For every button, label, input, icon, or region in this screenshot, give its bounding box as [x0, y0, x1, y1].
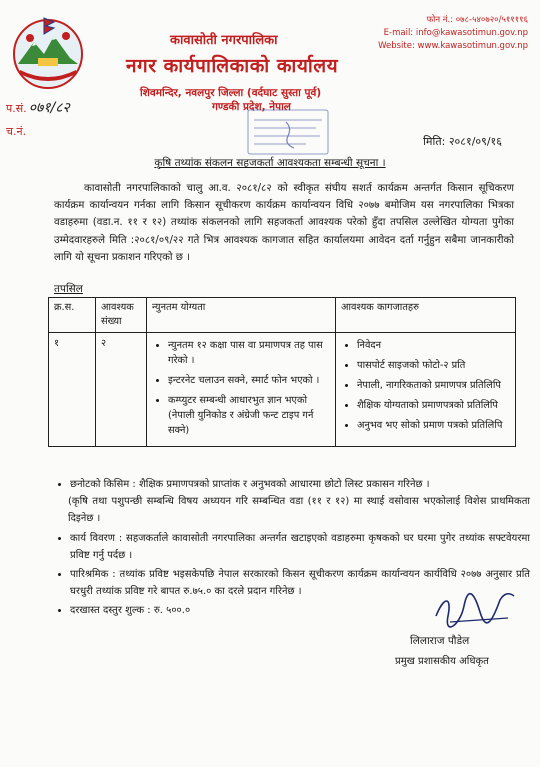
signatory-title: प्रमुख प्रशासकीय अधिकृत [395, 656, 489, 667]
note-remuneration: • पारिश्रमिक : तथ्यांक प्रविष्ट भइसकेपछि नेपाल सरकारको किसन सूचीकरण कार्यक्रम कार्यान्वयन कार्यविधि २०७७ अनुसार प्रति घरधुरी तथ्यांक प्रविष्ट गरे बापत रु.७५.० का दरले प्रदान गरिनेछ । [70, 566, 530, 600]
qualification-item: • न्युनतम १२ कक्षा पास वा प्रमाणपत्र तह पास गरेको । [168, 338, 330, 368]
document-item: • शैक्षिक योग्यताको प्रमाणपत्रको प्रतिलिपि [357, 398, 510, 413]
handwritten-signature [430, 586, 520, 630]
requirements-table [48, 297, 516, 447]
address-line-1: शिवमन्दिर, नवलपुर जिल्ला (वर्दघाट सुस्ता पूर्व) [140, 87, 322, 99]
qualification-item: • इन्टरनेट चलाउन सक्ने, स्मार्ट फोन भएको । [168, 373, 330, 388]
body-paragraph: कावासोती नगरपालिकाको चालु आ.व. २०८१/८२ को स्वीकृत संघीय सशर्त कार्यक्रम अन्तर्गत किसान सूचिकरण कार्यक्रम कार्यान्वयन गर्नका लागि किसान सूचीकरण कार्यक्रम कार्यान्वयन विधि २०७७ बमोजिम यस नगरपालिका भित्रका वडाहरुमा (वडा.न. ११ र १२) तथ्यांक संकलनको लागि सहजकर्ता आवश्यक परेको हुँदा तपसिल उल्लेखित योग्यता पुगेका उम्मेदवारहरुले मिति :२०८१/०९/२२ गते भित्र आवश्यक कागजात सहित कार्यालयमा आवेदन दर्ता गर्नुहुन सबैमा जानकारीको लागि यो सूचना प्रकाशन गरिएको छ । [54, 183, 514, 263]
document-item: • नेपाली, नागरिकताको प्रमाणपत्र प्रतिलिपि [357, 378, 510, 393]
office-title: नगर कार्यपालिकाको कार्यालय [126, 55, 339, 77]
cell-count: २ [96, 333, 147, 447]
cell-documents [336, 333, 516, 447]
header-documents: आवश्यक कागजातहरु [336, 298, 516, 333]
schedule-label: तपसिल [54, 283, 83, 295]
email-address: E-mail: info@kawasotimun.gov.np [383, 28, 528, 38]
signatory-name: लिलाराज पौडेल [410, 635, 470, 647]
note-priority: (कृषि तथा पशुपन्छी सम्बन्धि विषय अध्ययन गरि सम्बन्धित वडा (११ र १२) मा स्थाई वसोवास भएकोलाई विशेस प्राथमिकता दिइनेछ । [68, 496, 530, 525]
note-work-description: • कार्य विवरण : सहजकर्ताले कावासोती नगरपालिका अन्तर्गत खटाइएको वडाहरुमा कृषकको घर घरमा पुगेर तथ्यांक सफ्टवेयरमा प्रविष्ट गर्नु पर्दछ । [70, 530, 530, 564]
office-label: कावासोती नगरपालिका [170, 33, 278, 48]
phone-number: फोन नं.: ०७८-५४०७२०/५११११६ [426, 15, 528, 25]
ref-value: ०७१/८२ [28, 100, 70, 116]
table-row [49, 333, 516, 447]
ref-label: प.सं. [6, 102, 27, 115]
qualification-item: • कम्प्युटर सम्बन्धी आधारभुत ज्ञान भएको (नेपाली युनिकोड र अंग्रेजी फन्ट टाइप गर्न सक्ने) [168, 393, 330, 438]
notice-date: मिति: २०८१/०९/१६ [423, 135, 502, 148]
address-line-2: गण्डकी प्रदेश, नेपाल [212, 101, 291, 113]
office-stamp [246, 108, 330, 156]
cell-qualifications [147, 333, 336, 447]
cell-serial: १ [49, 333, 96, 447]
municipality-emblem [8, 12, 88, 92]
header-qualification: न्युनतम योग्यता [147, 298, 336, 333]
note-text: छनोटको किसिम : शैक्षिक प्रमाणपत्रको प्राप्तांक र अनुभवको आधारमा छोटो लिस्ट प्रकासन गरिनेछ । [70, 479, 430, 490]
document-item: • अनुभव भए सोको प्रमाण पत्रको प्रतिलिपि [357, 418, 510, 433]
document-item: • निवेदन [357, 338, 510, 353]
reference-number [6, 98, 70, 117]
note-selection [70, 476, 530, 528]
table-header-row [49, 298, 516, 333]
header-serial: क्र.स. [49, 298, 96, 333]
website-address: Website: www.kawasotimun.gov.np [378, 41, 528, 51]
contact-block [378, 14, 528, 53]
notice-title: कृषि तथ्यांक संकलन सहजकर्ता आवश्यकता सम्बन्धी सूचना । [154, 157, 386, 169]
header-count: आवश्यक संख्या [96, 298, 147, 333]
note-application-fee: • दरखास्त दस्तुर शुल्क : रु. ५००.० [70, 602, 530, 619]
document-item: • पासपोर्ट साइजको फोटो-२ प्रति [357, 358, 510, 373]
dispatch-number-label: च.नं. [6, 125, 27, 138]
notice-body [54, 180, 514, 266]
